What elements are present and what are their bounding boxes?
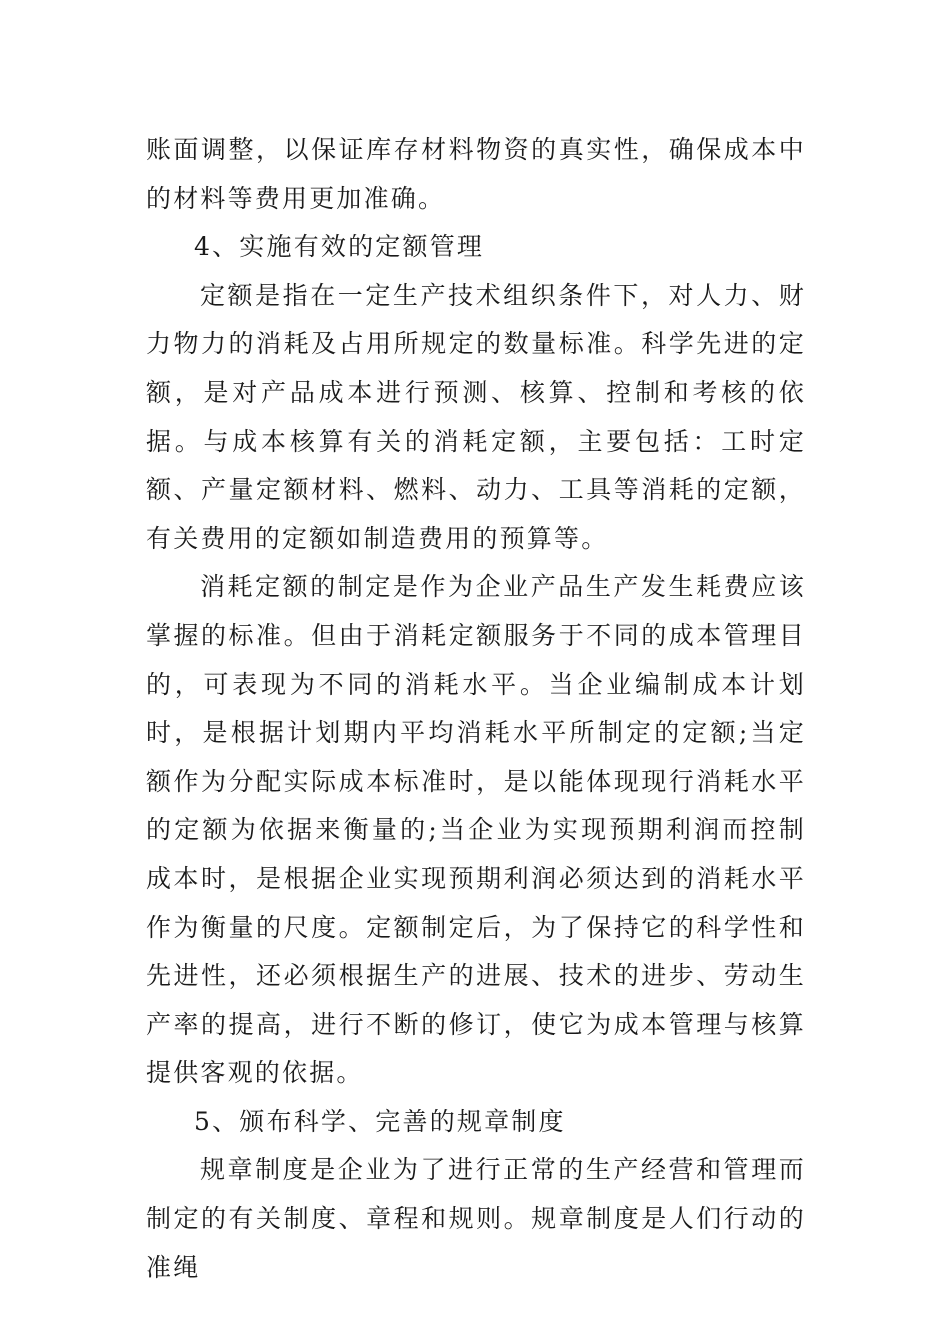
paragraph-consumption-quota: 消耗定额的制定是作为企业产品生产发生耗费应该掌握的标准。但由于消耗定额服务于不同的成本管理目的，可表现为不同的消耗水平。当企业编制成本计划时，是根据计划期内平均消耗水平所制定的定额;当定额作为分配实际成本标准时，是以能体现现行消耗水平的定额为依据来衡量的;当企业为实现预期利润而控制成本时，是根据企业实现预期利润必须达到的消耗水平作为衡量的尺度。定额制定后，为了保持它的科学性和先进性，还必须根据生产的进展、技术的进步、劳动生产率的提高，进行不断的修订，使它为成本管理与核算提供客观的依据。 (146, 572, 806, 1088)
paragraph-quota-definition: 定额是指在一定生产技术组织条件下，对人力、财力物力的消耗及占用所规定的数量标准。科学先进的定额，是对产品成本进行预测、核算、控制和考核的依据。与成本核算有关的消耗定额，主要包括：工时定额、产量定额材料、燃料、动力、工具等消耗的定额，有关费用的定额如制造费用的预算等。 (146, 280, 806, 553)
paragraph-continuation: 账面调整，以保证库存材料物资的真实性，确保成本中的材料等费用更加准确。 (146, 135, 806, 213)
section-heading-5: 5、颁布科学、完善的规章制度 (194, 1106, 566, 1136)
section-heading-4: 4、实施有效的定额管理 (194, 232, 485, 262)
document-body (146, 126, 806, 1292)
paragraph-regulations: 规章制度是企业为了进行正常的生产经营和管理而制定的有关制度、章程和规则。规章制度是人们行动的准绳 (146, 1155, 806, 1282)
